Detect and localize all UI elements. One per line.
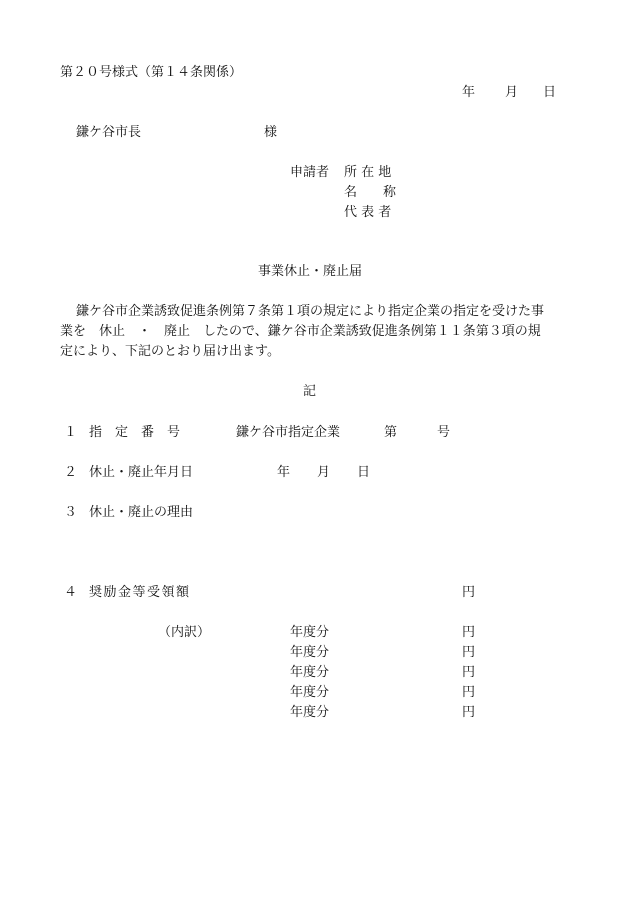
breakdown-fy-5: 年度分	[290, 705, 330, 720]
breakdown-yen-1: 円	[462, 625, 476, 640]
breakdown-fy-2: 年度分	[290, 645, 330, 660]
applicant-address-label: 所 在 地	[344, 165, 392, 180]
ki-heading: 記	[303, 384, 317, 399]
breakdown-yen-5: 円	[462, 705, 476, 720]
item2-label: 休止・廃止年月日	[89, 465, 194, 480]
breakdown-fy-1: 年度分	[290, 625, 330, 640]
item1-prefix: 鎌ケ谷市指定企業	[236, 425, 341, 440]
item1-go: 号	[437, 425, 451, 440]
document-title: 事業休止・廃止届	[258, 264, 363, 279]
date-day-label: 日	[543, 85, 557, 100]
item2-number: ２	[64, 465, 78, 480]
item2-month: 月	[317, 465, 331, 480]
item4-number: ４	[64, 585, 78, 600]
item2-year: 年	[277, 465, 291, 480]
item2-day: 日	[357, 465, 371, 480]
breakdown-fy-4: 年度分	[290, 685, 330, 700]
breakdown-yen-3: 円	[462, 665, 476, 680]
addressee-name: 鎌ケ谷市長	[76, 125, 142, 140]
item3-number: ３	[64, 505, 78, 520]
breakdown-fy-3: 年度分	[290, 665, 330, 680]
item1-number: １	[64, 425, 78, 440]
date-month-label: 月	[505, 85, 519, 100]
breakdown-label: （内訳）	[158, 625, 211, 640]
item3-label: 休止・廃止の理由	[89, 505, 194, 520]
body-line-3: 定により、下記のとおり届け出ます。	[60, 344, 280, 359]
form-number: 第２０号様式（第１４条関係）	[60, 65, 243, 80]
body-line-1: 鎌ケ谷市企業誘致促進条例第７条第１項の規定により指定企業の指定を受けた事	[76, 304, 545, 319]
date-year-label: 年	[462, 85, 476, 100]
applicant-representative-label: 代 表 者	[344, 205, 392, 220]
item1-label: 指 定 番 号	[89, 425, 181, 440]
applicant-name-label: 名 称	[344, 185, 397, 200]
item1-dai: 第	[384, 425, 398, 440]
body-line-2: 業を 休止 ・ 廃止 したので、鎌ケ谷市企業誘致促進条例第１１条第３項の規	[60, 324, 541, 339]
breakdown-yen-4: 円	[462, 685, 476, 700]
breakdown-yen-2: 円	[462, 645, 476, 660]
item4-label: 奨励金等受領額	[89, 585, 191, 600]
addressee-honorific: 様	[264, 125, 278, 140]
item4-yen: 円	[462, 585, 476, 600]
applicant-label: 申請者	[290, 165, 330, 180]
